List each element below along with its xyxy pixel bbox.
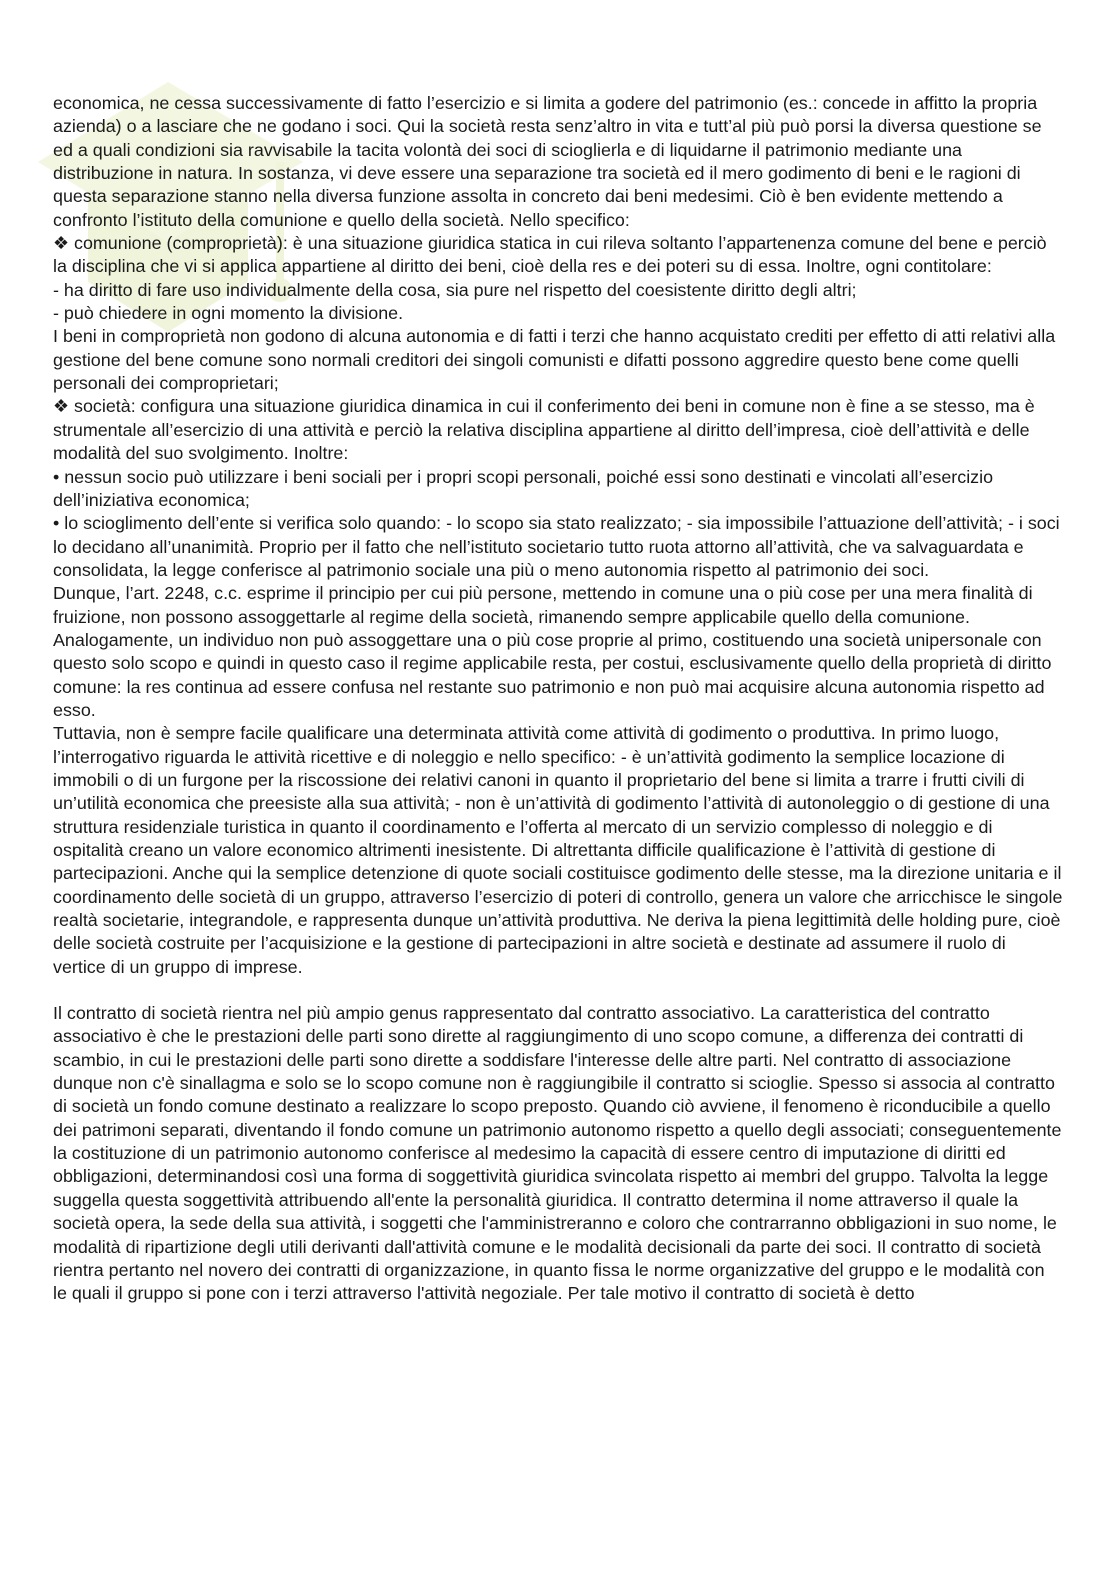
paragraph-art-2248: Dunque, l’art. 2248, c.c. esprime il principio per cui più persone, mettendo in comune una o più cose per una mera finalità di fruizione, non possono assoggettarle al regime della società, rimanendo sempre applicabile quello della comunione. Analogamente, un individuo non può assoggettare una o più cose proprie al primo, costituendo una società unipersonale con questo solo scopo e quindi in questo caso il regime applicabile resta, per costui, esclusivamente quello della proprietà di diritto comune: la res continua ad essere confusa nel restante suo patrimonio e non può mai acquisire alcuna autonomia rispetto ad esso.: [53, 583, 1052, 720]
paragraph-diritto-uso: - ha diritto di fare uso individualmente della cosa, sia pure nel rispetto del coesistente diritto degli altri;: [53, 279, 857, 300]
paragraph-divisione: - può chiedere in ogni momento la divisione.: [53, 303, 404, 324]
paragraph-intro: economica, ne cessa successivamente di fatto l’esercizio e si limita a godere del patrimonio (es.: concede in affitto la propria azienda) o a lasciare che ne godano i soci. Qui la società resta senz’altro in vita e tutt’al più può porsi la diversa questione se ed a quali condizioni sia ravvisabile la tacita volontà dei soci di scioglierla e di liquidarne il patrimonio mediante una distribuzione in natura. In sostanza, vi deve essere una separazione tra società ed il mero godimento di beni e le ragioni di questa separazione stanno nella diversa funzione assolta in concreto dai beni medesimi. Ciò è ben evidente mettendo a confronto l’istituto della comunione e quello della società. Nello specifico:: [53, 93, 1042, 230]
paragraph-scioglimento: • lo scioglimento dell’ente si verifica solo quando: - lo scopo sia stato realizzato; - sia impossibile l’attuazione dell’attività; - i soci lo decidano all’unanimità. Proprio per il fatto che nell’istituto societario tutto ruota attorno all’attività, che va salvaguardata e consolidata, la legge conferisce al patrimonio sociale una più o meno autonomia rispetto al patrimonio dei soci.: [53, 513, 1060, 580]
paragraph-comproprieta: I beni in comproprietà non godono di alcuna autonomia e di fatti i terzi che hanno acquistato crediti per effetto di atti relativi alla gestione del bene comune sono normali creditori dei singoli comunisti e difatti possono aggredire questo bene come quelli personali dei comproprietari;: [53, 326, 1056, 394]
paragraph-contratto-societa: Il contratto di società rientra nel più ampio genus rappresentato dal contratto associativo. La caratteristica del contratto associativo è che le prestazioni delle parti sono dirette al raggiungimento di uno scopo comune, a differenza dei contratti di scambio, in cui le prestazioni delle parti sono dirette a soddisfare l'interesse delle altre parti. Nel contratto di associazione dunque non c'è sinallagma e solo se lo scopo comune non è raggiungibile il contratto si scioglie. Spesso si associa al contratto di società un fondo comune destinato a realizzare lo scopo preposto. Quando ciò avviene, il fenomeno è riconducibile a quello dei patrimoni separati, diventando il fondo comune un patrimonio autonomo rispetto a quello degli associati; conseguentemente la costituzione di un patrimonio autonomo conferisce al medesimo la capacità di essere centro di imputazione di diritti ed obbligazioni, determinandosi così una forma di soggettività giuridica svincolata rispetto ai membri del gruppo. Talvolta la legge suggella questa soggettività attribuendo all'ente la personalità giuridica. Il contratto determina il nome attraverso il quale la società opera, la sede della sua attività, i soggetti che l'amministreranno e coloro che contrarranno obbligazioni in suo nome, le modalità di ripartizione degli utili derivanti dall'attività comune e le modalità decisionali da parte dei soci. Il contratto di società rientra pertanto nel novero dei contratti di organizzazione, in quanto fissa le norme organizzative del gruppo e le modalità con le quali il gruppo si pone con i terzi attraverso l'attività negoziale. Per tale motivo il contratto di società è detto: [53, 1003, 1062, 1304]
paragraph-comunione: ❖ comunione (comproprietà): è una situazione giuridica statica in cui rileva soltanto l’appartenenza comune del bene e perciò la disciplina che vi si applica appartiene al diritto dei beni, cioè della res e dei poteri su di essa. Inoltre, ogni contitolare:: [53, 233, 1047, 277]
paragraph-beni-sociali: • nessun socio può utilizzare i beni sociali per i propri scopi personali, poiché essi sono destinati e vincolati all’esercizio dell’iniziativa economica;: [53, 466, 994, 510]
document-page: [53, 92, 1063, 1306]
paragraph-societa: ❖ società: configura una situazione giuridica dinamica in cui il conferimento dei beni in comune non è fine a se stesso, ma è strumentale all’esercizio di una attività e perciò la relativa disciplina appartiene al diritto dell’impresa, cioè dell’attività e delle modalità del suo svolgimento. Inoltre:: [53, 396, 1035, 464]
paragraph-qualificazione: Tuttavia, non è sempre facile qualificare una determinata attività come attività di godimento o produttiva. In primo luogo, l’interrogativo riguarda le attività ricettive e di noleggio e nello specifico: - è un’attività godimento la semplice locazione di immobili o di un furgone per la riscossione dei relativi canoni in quanto il proprietario del bene si limita a trarre i frutti civili di un’utilità economica che preesiste alla sua attività; - non è un’attività di godimento l’attività di autonoleggio o di gestione di una struttura residenziale turistica in quanto il coordinamento e l’offerta al mercato di un servizio complesso di noleggio e di ospitalità creano un valore economico altrimenti inesistente. Di altrettanta difficile qualificazione è l’attività di gestione di partecipazioni. Anche qui la semplice detenzione di quote sociali costituisce godimento delle stesse, ma la direzione unitaria e il coordinamento delle società di un gruppo, attraverso l’esercizio di poteri di controllo, genera un valore che arricchisce le singole realtà societarie, integrandole, e rappresenta dunque un’attività produttiva. Ne deriva la piena legittimità delle holding pure, cioè delle società costruite per l’acquisizione e la gestione di partecipazioni in altre società e destinate ad assumere il ruolo di vertice di un gruppo di imprese.: [53, 723, 1063, 977]
